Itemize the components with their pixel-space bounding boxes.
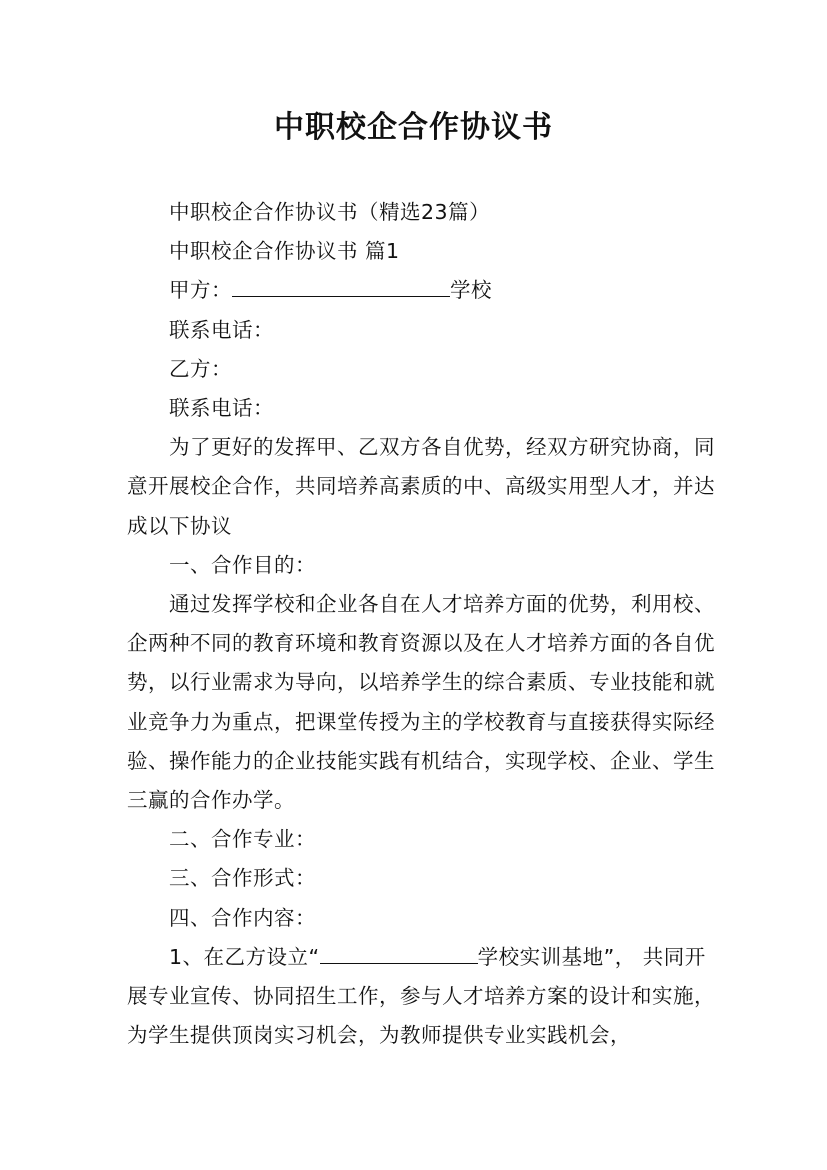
chapter-heading: 中职校企合作协议书 篇1 <box>169 239 400 264</box>
contact-line-2: 联系电话： <box>169 396 274 421</box>
section-1-paragraph: 通过发挥学校和企业各自在人才培养方面的优势，利用校、企两种不同的教育环境和教育资源以及在人才培养方面的各自优势，以行业需求为导向，以培养学生的综合素质、专业技能和就业竞争力为重点，把课堂传授为主的学校教育与直接获得实际经验、操作能力的企业技能实践有机结合，实现学校、企业、学生三赢的合作办学。 <box>127 592 715 813</box>
item-1-prefix: 1、在乙方设立“ <box>169 944 320 969</box>
item-1-rest: 学校实训基地”， 共同开展专业宣传、协同招生工作，参与人才培养方案的设计和实施，为学生提供顶岗实习机会，为教师提供专业实践机会， <box>127 944 715 1048</box>
party-b-line: 乙方： <box>169 356 232 381</box>
party-a-label: 甲方： <box>169 278 232 303</box>
document-title: 中职校企合作协议书 <box>274 110 553 145</box>
intro-paragraph: 为了更好的发挥甲、乙双方各自优势，经双方研究协商，同意开展校企合作，共同培养高素质的中、高级实用型人才，并达成以下协议 <box>127 435 715 538</box>
section-4-heading: 四、合作内容： <box>169 905 316 930</box>
section-3-heading: 三、合作形式： <box>169 866 316 891</box>
document-body <box>127 193 717 1055</box>
subtitle-line: 中职校企合作协议书（精选23篇） <box>169 200 491 224</box>
item-1-blank <box>320 941 478 964</box>
section-1-heading: 一、合作目的： <box>169 552 316 577</box>
party-a-suffix: 学校 <box>450 278 492 303</box>
section-2-heading: 二、合作专业： <box>169 827 316 852</box>
item-1-paragraph <box>127 938 717 1056</box>
party-a-line <box>127 271 717 310</box>
contact-line-1: 联系电话： <box>169 317 274 342</box>
party-a-blank <box>232 274 450 297</box>
